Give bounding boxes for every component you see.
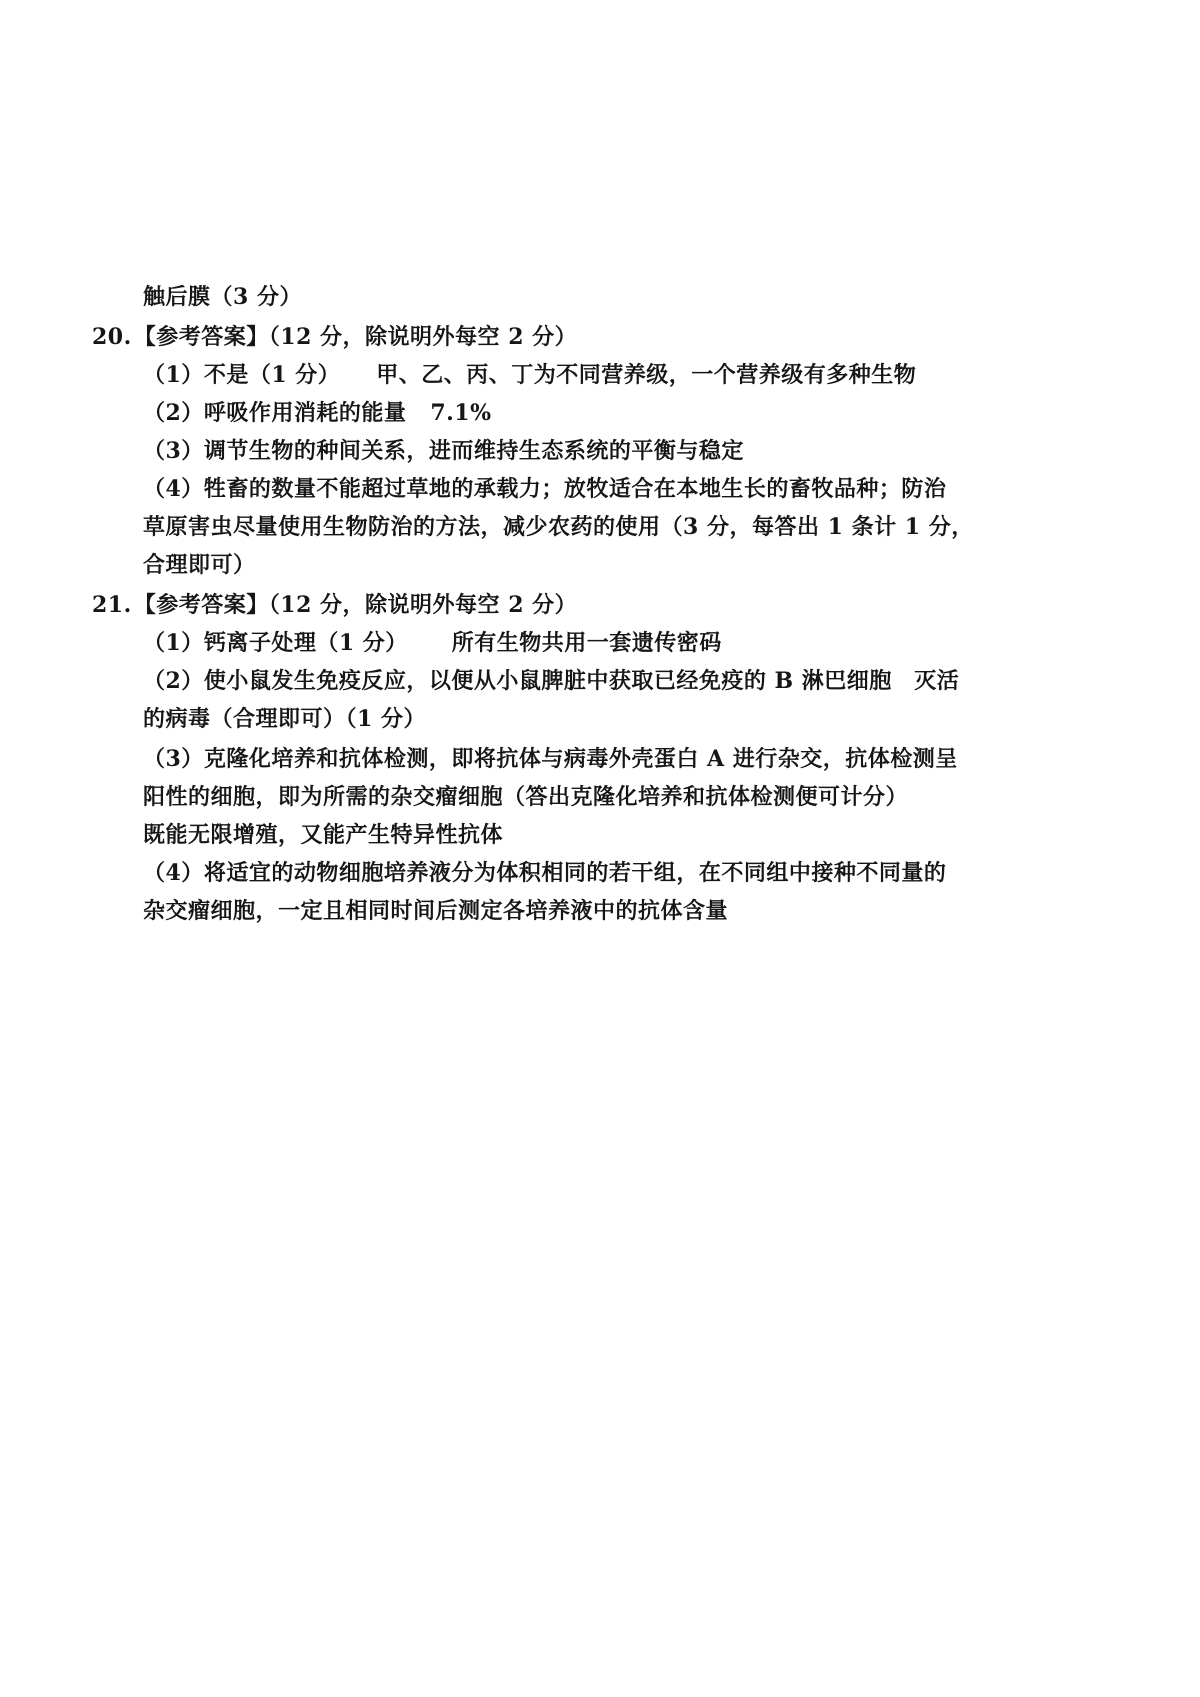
answer-label: （2） <box>143 400 204 426</box>
answer-part: 钙离子处理（1 分） <box>203 630 408 656</box>
answer-part: 不是（1 分） <box>203 362 341 388</box>
answer-line: 杂交瘤细胞，一定且相同时间后测定各培养液中的抗体含量 <box>143 898 729 924</box>
question-number: 20. <box>92 324 132 350</box>
q20-answer-1 <box>143 360 916 390</box>
answer-part: 呼吸作用消耗的能量 <box>203 400 407 426</box>
answer-line: 既能无限增殖，又能产生特异性抗体 <box>143 822 504 848</box>
q20-answer-2 <box>143 398 492 428</box>
answer-label: （3） <box>143 438 204 464</box>
answer-label: （1） <box>143 362 204 388</box>
answer-part: 所有生物共用一套遗传密码 <box>451 630 722 656</box>
question-number: 21. <box>92 592 132 618</box>
q21-answer-3-line-2 <box>143 782 908 812</box>
answer-line: 克隆化培养和抗体检测，即将抗体与病毒外壳蛋白 A 进行杂交，抗体检测呈 <box>203 746 958 772</box>
q21-answer-3-line-3 <box>143 820 503 850</box>
answer-line: 使小鼠发生免疫反应，以便从小鼠脾脏中获取已经免疫的 B 淋巴细胞 灭活 <box>203 668 960 694</box>
answer-line: 的病毒（合理即可）（1 分） <box>143 706 426 732</box>
question-21-header <box>92 590 577 620</box>
answer-part: 调节生物的种间关系，进而维持生态系统的平衡与稳定 <box>203 438 744 464</box>
q21-answer-2-line-1 <box>143 666 959 696</box>
continued-answer-text: 触后膜（3 分） <box>143 284 302 310</box>
answer-label: （4） <box>143 860 204 886</box>
q20-answer-4-line-3 <box>143 550 256 580</box>
q21-answer-4-line-1 <box>143 858 946 888</box>
q21-answer-4-line-2 <box>143 896 728 926</box>
answer-label: （2） <box>143 668 204 694</box>
q21-answer-3-line-1 <box>143 744 958 774</box>
question-header-text: 【参考答案】（12 分，除说明外每空 2 分） <box>133 592 578 618</box>
answer-line: 将适宜的动物细胞培养液分为体积相同的若干组，在不同组中接种不同量的 <box>203 860 947 886</box>
answer-line: 牲畜的数量不能超过草地的承载力；放牧适合在本地生长的畜牧品种；防治 <box>203 476 947 502</box>
answer-part: 甲、乙、丙、丁为不同营养级，一个营养级有多种生物 <box>376 362 917 388</box>
answer-label: （4） <box>143 476 204 502</box>
continued-answer <box>143 282 302 312</box>
question-20-header <box>92 322 577 352</box>
answer-part: 7.1% <box>430 400 492 426</box>
answer-label: （3） <box>143 746 204 772</box>
answer-line: 阳性的细胞，即为所需的杂交瘤细胞（答出克隆化培养和抗体检测便可计分） <box>143 784 909 810</box>
answer-label: （1） <box>143 630 204 656</box>
question-header-text: 【参考答案】（12 分，除说明外每空 2 分） <box>133 324 578 350</box>
q20-answer-3 <box>143 436 744 466</box>
answer-line: 合理即可） <box>143 552 256 578</box>
q21-answer-2-line-2 <box>143 704 426 734</box>
q21-answer-1 <box>143 628 722 658</box>
answer-line: 草原害虫尽量使用生物防治的方法，减少农药的使用（3 分，每答出 1 条计 1 分， <box>143 514 974 540</box>
q20-answer-4-line-1 <box>143 474 946 504</box>
q20-answer-4-line-2 <box>143 512 974 542</box>
